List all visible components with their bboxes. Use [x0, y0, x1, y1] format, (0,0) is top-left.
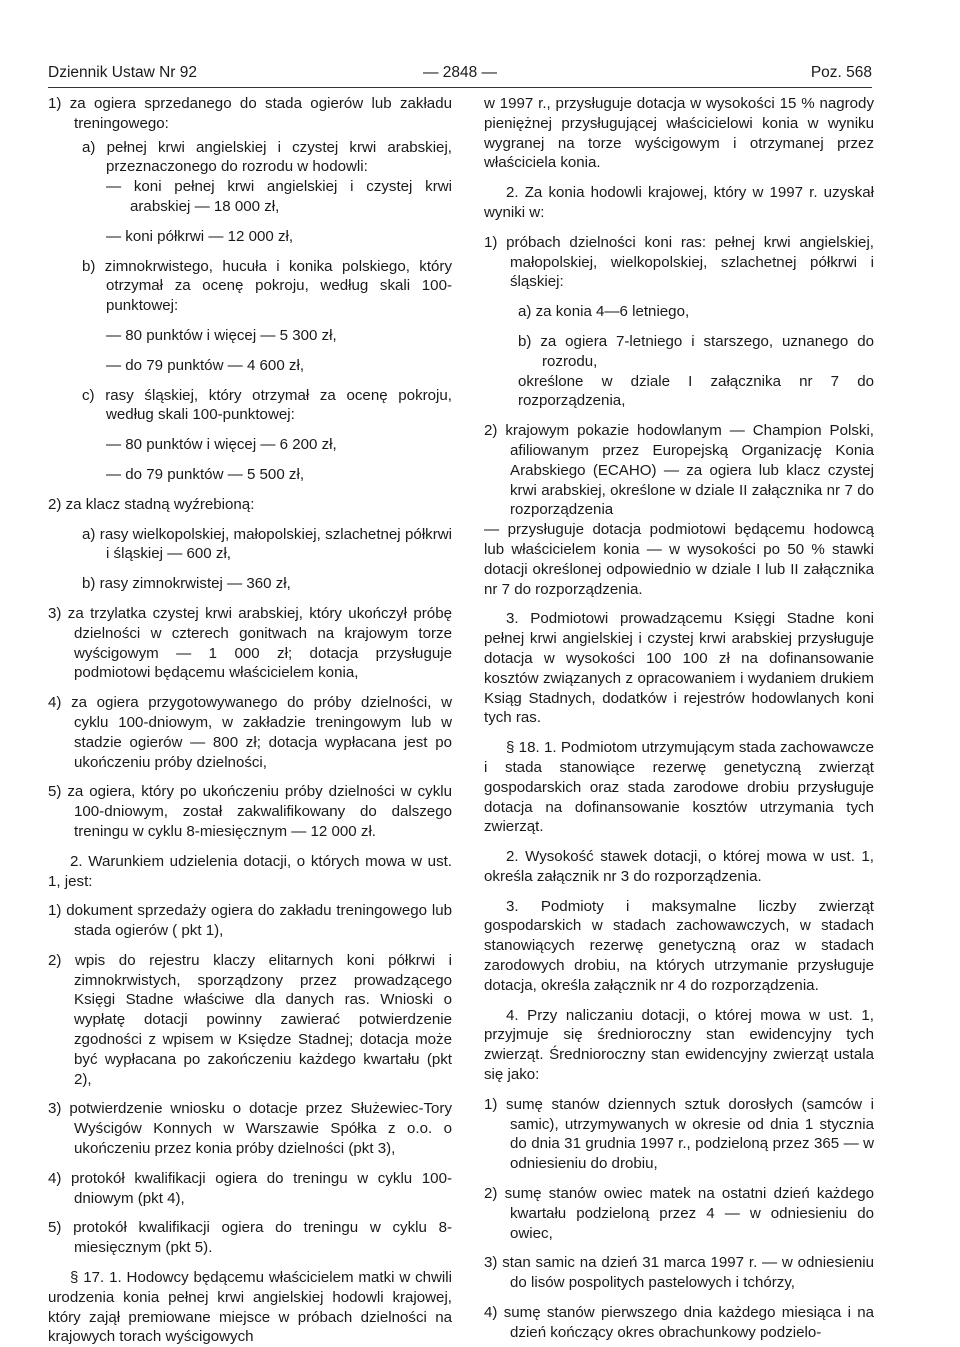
paragraph: 4) sumę stanów pierwszego dnia każdego miesiąca i na dzień kończący okres obrachunkowy podzielo-: [484, 1304, 874, 1341]
paragraph: 1) dokument sprzedaży ogiera do zakładu treningowego lub stada ogierów ( pkt 1),: [48, 902, 452, 940]
right-column: [484, 94, 874, 1343]
paragraph: a) pełnej krwi angielskiej i czystej krwi arabskiej, przeznaczonego do rozrodu w hodowli:: [82, 138, 452, 176]
header-rule: [48, 87, 872, 88]
paragraph: 2) krajowym pokazie hodowlanym — Champion Polski, afiliowanym przez Europejską Organizację Konia Arabskiego (ECAHO) — za ogiera lub klacz czystej krwi arabskiej, określone w dziale II załącznika nr 7 do rozporządzenia: [484, 422, 874, 519]
paragraph: — 80 punktów i więcej — 5 300 zł,: [106, 326, 337, 344]
paragraph: b) zimnokrwistego, hucuła i konika polskiego, który otrzymał za ocenę pokroju, według skali 100-punktowej:: [82, 257, 452, 315]
paragraph: — przysługuje dotacja podmiotowi będącemu hodowcą lub właścicielem konia — w wysokości po 50 % stawki dotacji określonej odpowiednio w dziale I lub II załącznika nr 7 do rozporządzenia.: [484, 521, 874, 598]
paragraph: 3) potwierdzenie wniosku o dotacje przez Służewiec-Tory Wyścigów Konnych w Warszawie Spółka z o.o. o ukończeniu przez konia próby dzielności (pkt 3),: [48, 1100, 452, 1158]
paragraph: c) rasy śląskiej, który otrzymał za ocenę pokroju, według skali 100-punktowej:: [82, 386, 452, 424]
paragraph: 4) protokół kwalifikacji ogiera do treningu w cyklu 100-dniowym (pkt 4),: [48, 1169, 452, 1207]
paragraph: 3) stan samic na dzień 31 marca 1997 r. — w odniesieniu do lisów pospolitych pastelowych i tchórzy,: [484, 1254, 874, 1292]
paragraph: b) rasy zimnokrwistej — 360 zł,: [82, 575, 291, 593]
paragraph: określone w dziale I załącznika nr 7 do rozporządzenia,: [518, 372, 874, 410]
paragraph: — koni pełnej krwi angielskiej i czystej krwi arabskiej — 18 000 zł,: [106, 178, 452, 215]
paragraph: § 17. 1. Hodowcy będącemu właścicielem matki w chwili urodzenia konia pełnej krwi angielskiej hodowli krajowej, który zajął premiowane miejsce w próbach dzielności na krajowych torach wyścigowych: [48, 1269, 452, 1346]
paragraph: — 80 punktów i więcej — 6 200 zł,: [106, 436, 337, 454]
paragraph: b) za ogiera 7-letniego i starszego, uznanego do rozrodu,: [518, 332, 874, 370]
paragraph: — do 79 punktów — 4 600 zł,: [106, 356, 305, 374]
page-number: — 2848 —: [422, 64, 498, 81]
paragraph: 3. Podmiotowi prowadzącemu Księgi Stadne koni pełnej krwi angielskiej i czystej krwi arabskiej przysługuje dotacja w wysokości 100 100 zł na dofinansowanie kosztów związanych z opracowaniem i wydaniem drukiem Ksiąg Stadnych, dodatków i rejestrów hodowlanych koni tych ras.: [484, 610, 874, 727]
paragraph: 5) za ogiera, który po ukończeniu próby dzielności w cyklu 100-dniowym, został zakwalifikowany do dalszego treningu w cyklu 8-miesięcznym — 12 000 zł.: [48, 783, 452, 840]
paragraph: § 18. 1. Podmiotom utrzymującym stada zachowawcze i stada stanowiące rezerwę genetyczną zwierząt gospodarskich oraz stada zarodowe drobiu przysługuje dotacja na dofinansowanie kosztów utrzymania tych zwierząt.: [484, 739, 874, 836]
paragraph: 2. Za konia hodowli krajowej, który w 1997 r. uzyskał wyniki w:: [484, 184, 874, 221]
paragraph: 3) za trzylatka czystej krwi arabskiej, który ukończył próbę dzielności w czterech gonitwach na krajowym torze wyścigowym — 1 000 zł; dotacja przysługuje podmiotowi będącemu właścicielem konia,: [48, 604, 452, 682]
paragraph: — koni półkrwi — 12 000 zł,: [106, 227, 294, 245]
paragraph: 2) sumę stanów owiec matek na ostatni dzień każdego kwartału podzieloną przez 4 — w odniesieniu do owiec,: [484, 1185, 874, 1242]
paragraph: 1) sumę stanów dziennych sztuk dorosłych (samców i samic), utrzymywanych w okresie od dnia 1 stycznia do dnia 31 grudnia 1997 r., podzieloną przez 365 — w odniesieniu do drobiu,: [484, 1095, 874, 1173]
journal-title: Dziennik Ustaw Nr 92: [48, 64, 198, 81]
paragraph: 4. Przy naliczaniu dotacji, o której mowa w ust. 1, przyjmuje się średnioroczny stan ewidencyjny tych zwierząt. Średnioroczny stan ewidencyjny zwierząt ustala się jako:: [484, 1006, 874, 1084]
paragraph: a) rasy wielkopolskiej, małopolskiej, szlachetnej półkrwi i śląskiej — 600 zł,: [82, 525, 452, 563]
paragraph: 2. Warunkiem udzielenia dotacji, o których mowa w ust. 1, jest:: [48, 852, 452, 890]
paragraph: 2) wpis do rejestru klaczy elitarnych koni półkrwi i zimnokrwistych, sporządzony przez prowadzącego Księgi Stadne właściwe dla danych ras. Wnioski o wypłatę dotacji powinny zawierać potwierdzenie zgodności z wpisem w Księdze Stadnej; dotacja może być wypłacana po zakończeniu każdego kwartału (pkt 2),: [48, 951, 452, 1088]
paragraph: 5) protokół kwalifikacji ogiera do treningu w cyklu 8-miesięcznym (pkt 5).: [48, 1219, 452, 1257]
paragraph: 1) próbach dzielności koni ras: pełnej krwi angielskiej, małopolskiej, wielkopolskiej, szlachetnej półkrwi i śląskiej:: [484, 233, 874, 291]
page-header: [48, 64, 872, 86]
paragraph: 2. Wysokość stawek dotacji, o której mowa w ust. 1, określa załącznik nr 3 do rozporządzenia.: [484, 848, 874, 885]
left-column: [48, 94, 452, 1347]
paragraph: 4) za ogiera przygotowywanego do próby dzielności, w cyklu 100-dniowym, w zakładzie treningowym lub w stadzie ogierów — 800 zł; dotacja wypłacana jest po ukończeniu próby dzielności,: [48, 694, 452, 771]
paragraph: 3. Podmioty i maksymalne liczby zwierząt gospodarskich w stadach zachowawczych, w stadach stanowiących rezerwę genetyczną oraz w stadach zarodowych drobiu, na których utrzymanie przysługuje dotacja, określa załącznik nr 4 do rozporządzenia.: [484, 897, 874, 994]
paragraph: 1) za ogiera sprzedanego do stada ogierów lub zakładu treningowego:: [48, 95, 452, 132]
paragraph: w 1997 r., przysługuje dotacja w wysokości 15 % nagrody pieniężnej przysługującej właścicielowi konia w wyniku wygranej na torze wyścigowym i otrzymanej przez właściciela konia.: [484, 95, 874, 172]
paragraph: a) za konia 4—6 letniego,: [518, 303, 690, 321]
paragraph: 2) za klacz stadną wyźrebioną:: [48, 495, 255, 513]
paragraph: — do 79 punktów — 5 500 zł,: [106, 465, 305, 483]
position-number: Poz. 568: [810, 64, 872, 81]
